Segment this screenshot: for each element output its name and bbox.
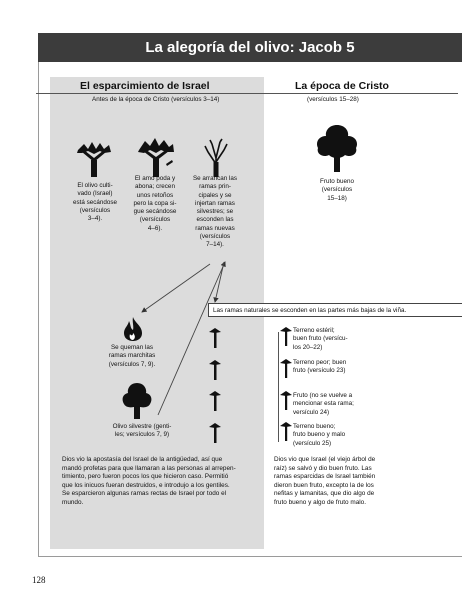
- left-heading: El esparcimiento de Israel: [80, 80, 210, 92]
- natural-branches-bar: [208, 303, 462, 317]
- branch4-caption: Terreno bueno; fruto bueno y malo (versículo 25): [293, 423, 346, 447]
- branch3-caption: Fruto (no se vuelve a mencionar esta rama; versículo 24): [293, 392, 354, 416]
- fire-icon: [120, 316, 146, 342]
- branch-sapling-icon: [280, 391, 292, 411]
- right-subheading: (versículos 15–28): [307, 96, 359, 103]
- sapling-icon: [208, 390, 222, 412]
- left-paragraph: Dios vio la apostasía del Israel de la antigüedad, así que mandó profetas para que llamaran a las personas al arrepen- timiento, pero fueron pocos los que hicieron caso. Permitió que los inicuos fueran destruidos, e introdujo a los gentiles. Se esparcieron algunas ramas rectas de Israel por todo el mundo.: [62, 456, 236, 506]
- fire-caption: Se queman las ramas marchitas (versículos 7, 9).: [108, 344, 156, 368]
- right-heading: La época de Cristo: [295, 80, 389, 92]
- branch-connector-line: [278, 332, 279, 442]
- tree1-caption: El olivo culti- vado (Israel) está secándose (versículos 3–4).: [72, 182, 118, 223]
- good-fruit-caption: Fruto bueno (versículos 15–18): [320, 178, 354, 202]
- branch-sapling-icon: [280, 422, 292, 442]
- right-paragraph: Dios vio que Israel (el viejo árbol de raíz) se salvó y dio buen fruto. Las ramas esparcidas de Israel también dieron buen fruto, excepto la de los nefitas y lamanitas, que dio algo de fruto bueno y algo de fruto malo.: [274, 456, 376, 506]
- branch1-caption: Terreno estéril; buen fruto (versícu- los 20–22): [293, 327, 348, 351]
- sapling-icon: [208, 359, 222, 381]
- tree2-caption: El amo poda y abona; crecen unos retoños pero la copa si- gue secándose (versículos 4–6).: [133, 175, 177, 232]
- sapling-icon: [208, 327, 222, 349]
- wild-olive-caption: Olivo silvestre (genti- les; versículos 7, 9): [112, 423, 172, 439]
- wild-olive-tree-icon: [120, 380, 154, 420]
- branch2-caption: Terreno peor; buen fruto (versículo 23): [293, 359, 347, 375]
- branch-sapling-icon: [280, 327, 292, 347]
- page-number: 128: [32, 575, 46, 585]
- left-subheading: Antes de la época de Cristo (versículos 3–14): [92, 96, 220, 103]
- tree3-caption: Se arrancan las ramas prin- cipales y se injertan ramas silvestres; se esconden las ramas nuevas (versículos 7–14).: [192, 175, 238, 249]
- branch-sapling-icon: [280, 359, 292, 379]
- sapling-icon: [208, 422, 222, 444]
- page-title: La alegoría del olivo: Jacob 5: [38, 33, 462, 62]
- natural-branches-text: Las ramas naturales se esconden en las partes más bajas de la viña.: [213, 307, 407, 314]
